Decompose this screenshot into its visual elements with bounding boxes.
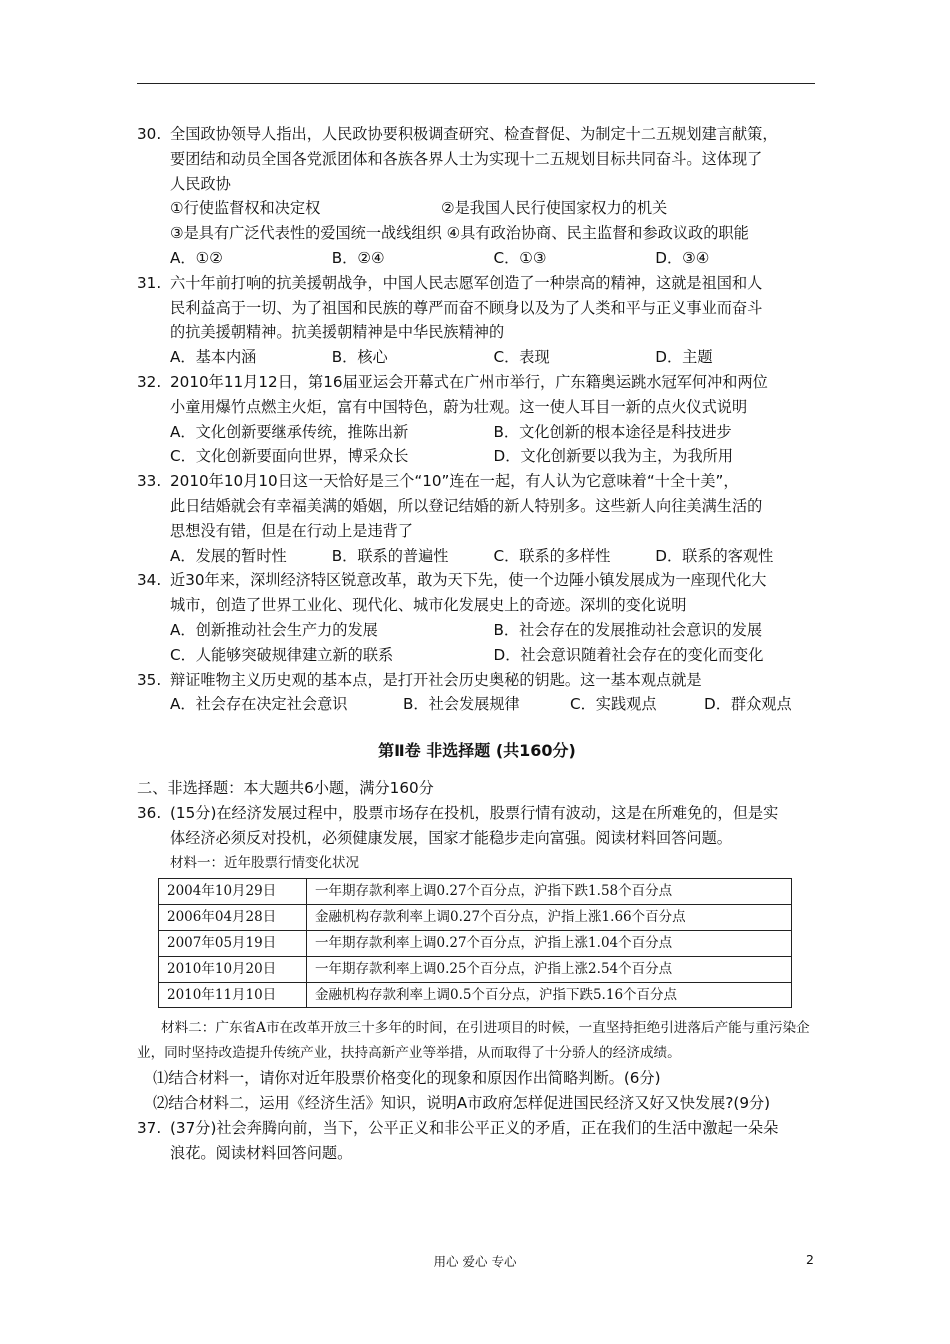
question-text: 民利益高于一切、为了祖国和民族的尊严而奋不顾身以及为了人类和平与正义事业而奋斗 <box>170 298 763 317</box>
options-row <box>137 618 817 643</box>
option-c: C．文化创新要面向世界，博采众长 <box>170 447 409 466</box>
option-d: D．群众观点 <box>704 695 792 714</box>
question-number: 35. <box>137 670 162 689</box>
question-number: 30. <box>137 125 162 143</box>
material-two: 材料二：广东省A市在改革开放三十多年的时间，在引进项目的时候，一直坚持拒绝引进落后产能与重污染企业，同时坚持改造提升传统产业，扶持高新产业等举措，从而取得了十分骄人的经济成绩。 <box>137 1020 810 1062</box>
table-cell-date: 2007年05月19日 <box>159 930 307 956</box>
question-34 <box>137 568 817 667</box>
options-row <box>137 544 817 569</box>
page-content <box>137 122 817 1165</box>
question-35 <box>137 668 817 718</box>
option-c: C．表现 <box>493 348 550 367</box>
options-row <box>137 643 817 668</box>
sub-question-1: ⑴结合材料一，请你对近年股票价格变化的现象和原因作出简略判断。(6分) <box>153 1069 661 1088</box>
option-c: C．①③ <box>493 248 547 267</box>
question-text: 的抗美援朝精神。抗美援朝精神是中华民族精神的 <box>170 323 505 342</box>
option-b: B．②④ <box>331 248 385 267</box>
option-c: C．实践观点 <box>570 695 657 714</box>
option-b: B．社会发展规律 <box>403 695 520 714</box>
table-cell-date: 2004年10月29日 <box>159 879 307 905</box>
question-number: 32. <box>137 372 162 391</box>
question-text: (15分)在经济发展过程中，股票市场存在投机，股票行情有波动，这是在所难免的，但是实 <box>170 803 779 822</box>
table-cell-date: 2006年04月28日 <box>159 905 307 931</box>
table-cell-date: 2010年10月20日 <box>159 956 307 982</box>
statement: ③是具有广泛代表性的爱国统一战线组织 ④具有政治协商、民主监督和参政议政的职能 <box>170 224 749 243</box>
question-30 <box>137 122 817 271</box>
question-text: 2010年11月12日，第16届亚运会开幕式在广州市举行，广东籍奥运跳水冠军何冲和两位 <box>170 372 768 391</box>
option-a: A．发展的暂时性 <box>170 546 287 565</box>
option-a: A．基本内涵 <box>170 348 257 367</box>
question-36 <box>137 801 817 1116</box>
question-number: 37. <box>137 1118 162 1137</box>
options-row <box>137 420 817 445</box>
options-row <box>137 692 817 717</box>
question-number: 33. <box>137 472 162 491</box>
question-text: 六十年前打响的抗美援朝战争，中国人民志愿军创造了一种崇高的精神，这就是祖国和人 <box>170 273 763 292</box>
option-d: D．社会意识随着社会存在的变化而变化 <box>493 645 764 664</box>
question-text: 此日结婚就会有幸福美满的婚姻，所以登记结婚的新人特别多。这些新人向往美满生活的 <box>170 496 763 515</box>
option-b: B．社会存在的发展推动社会意识的发展 <box>493 620 763 639</box>
table-cell-date: 2010年11月10日 <box>159 982 307 1008</box>
table-cell-text: 一年期存款利率上调0.25个百分点，沪指上涨2.54个百分点 <box>307 956 792 982</box>
options-row <box>137 246 817 271</box>
table-row <box>159 982 792 1008</box>
option-c: C．联系的多样性 <box>493 546 611 565</box>
table-row <box>159 930 792 956</box>
page-number: 2 <box>806 1252 814 1267</box>
question-text: 近30年来，深圳经济特区锐意改革，敢为天下先，使一个边陲小镇发展成为一座现代化大 <box>170 571 767 590</box>
question-text: 2010年10月10日这一天恰好是三个“10”连在一起，有人认为它意味着“十全十美”， <box>170 472 739 491</box>
question-text: 体经济必须反对投机，必须健康发展，国家才能稳步走向富强。阅读材料回答问题。 <box>170 828 732 847</box>
section-intro: 二、非选择题：本大题共6小题，满分160分 <box>137 778 434 797</box>
options-row <box>137 444 817 469</box>
question-text: 浪花。阅读材料回答问题。 <box>170 1143 353 1162</box>
question-text: 人民政协 <box>170 174 231 193</box>
option-d: D．联系的客观性 <box>655 546 774 565</box>
material-one-label: 材料一：近年股票行情变化状况 <box>170 855 359 872</box>
header-rule <box>137 83 815 84</box>
question-text: 小童用爆竹点燃主火炬，富有中国特色，蔚为壮观。这一使人耳目一新的点火仪式说明 <box>170 397 748 416</box>
question-33 <box>137 469 817 568</box>
question-number: 34. <box>137 571 162 590</box>
table-cell-text: 金融机构存款利率上调0.5个百分点，沪指下跌5.16个百分点 <box>307 982 792 1008</box>
table-row <box>159 879 792 905</box>
option-a: A．社会存在决定社会意识 <box>170 695 348 714</box>
question-32 <box>137 370 817 469</box>
stock-table <box>158 878 792 1008</box>
option-b: B．联系的普遍性 <box>331 546 449 565</box>
statement: ②是我国人民行使国家权力的机关 <box>441 199 668 218</box>
question-number: 31. <box>137 273 162 292</box>
option-a: A．文化创新要继承传统，推陈出新 <box>170 422 409 441</box>
sub-question-2: ⑵结合材料二，运用《经济生活》知识，说明A市政府怎样促进国民经济又好又快发展?(9分) <box>153 1094 771 1113</box>
question-31 <box>137 271 817 370</box>
option-a: A．创新推动社会生产力的发展 <box>170 620 378 639</box>
option-d: D．文化创新要以我为主，为我所用 <box>493 447 734 466</box>
question-37 <box>137 1116 817 1166</box>
options-row <box>137 345 817 370</box>
table-cell-text: 一年期存款利率上调0.27个百分点，沪指下跌1.58个百分点 <box>307 879 792 905</box>
question-text: 全国政协领导人指出，人民政协要积极调查研究、检查督促、为制定十二五规划建言献策， <box>170 125 778 143</box>
table-cell-text: 金融机构存款利率上调0.27个百分点，沪指上涨1.66个百分点 <box>307 905 792 931</box>
question-text: 要团结和动员全国各党派团体和各族各界人士为实现十二五规划目标共同奋斗。这体现了 <box>170 149 763 168</box>
statement-row <box>137 196 817 221</box>
option-b: B．核心 <box>331 348 388 367</box>
question-text: 辩证唯物主义历史观的基本点，是打开社会历史奥秘的钥匙。这一基本观点就是 <box>170 670 702 689</box>
question-text: 思想没有错，但是在行动上是违背了 <box>170 521 413 540</box>
table-row <box>159 956 792 982</box>
footer-text: 用心 爱心 专心 <box>433 1254 517 1269</box>
option-a: A．①② <box>170 248 223 267</box>
question-text: 城市，创造了世界工业化、现代化、城市化发展史上的奇迹。深圳的变化说明 <box>170 596 687 615</box>
option-c: C．人能够突破规律建立新的联系 <box>170 645 394 664</box>
option-d: D．③④ <box>655 248 710 267</box>
option-b: B．文化创新的根本途径是科技进步 <box>493 422 732 441</box>
option-d: D．主题 <box>655 348 713 367</box>
table-row <box>159 905 792 931</box>
statement: ①行使监督权和决定权 <box>170 199 321 218</box>
table-cell-text: 一年期存款利率上调0.27个百分点，沪指上涨1.04个百分点 <box>307 930 792 956</box>
question-number: 36. <box>137 803 162 822</box>
question-text: (37分)社会奔腾向前，当下，公平正义和非公平正义的矛盾，正在我们的生活中激起一朵朵 <box>170 1118 779 1137</box>
section-title: 第Ⅱ卷 非选择题 (共160分) <box>378 741 576 761</box>
